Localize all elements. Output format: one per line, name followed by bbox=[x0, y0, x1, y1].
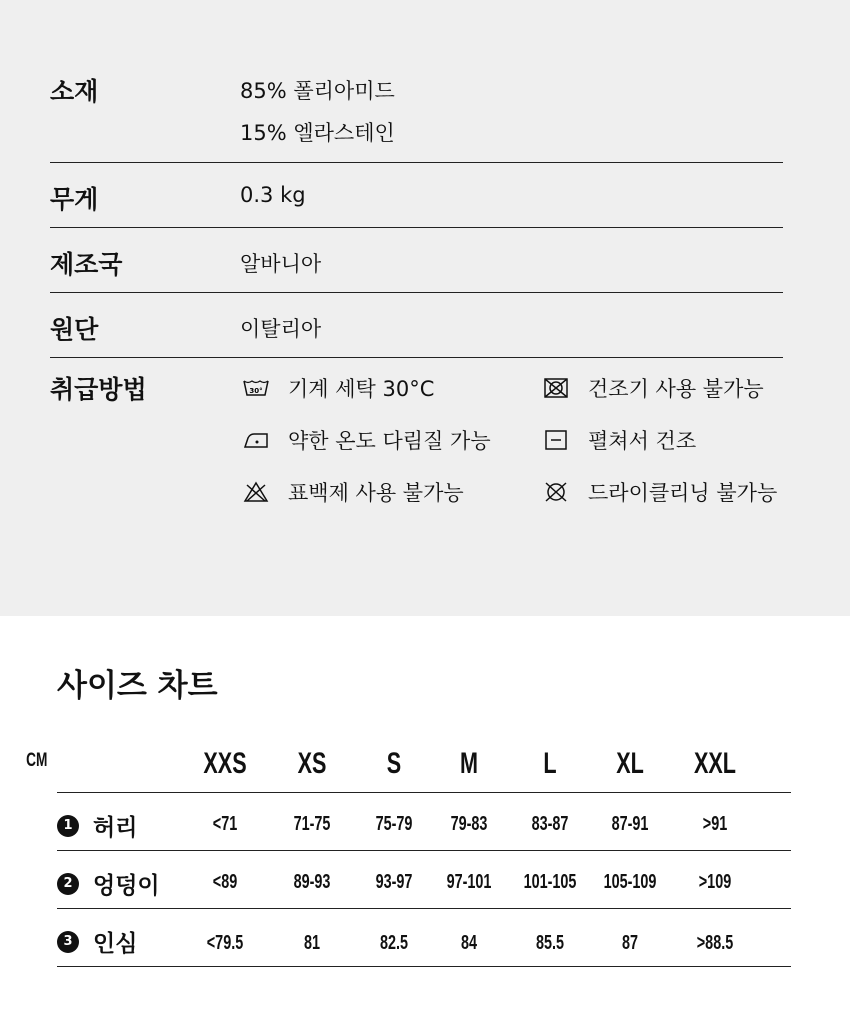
table-row-label bbox=[57, 925, 137, 958]
care-item bbox=[242, 373, 434, 403]
table-cell: 81 bbox=[303, 932, 321, 954]
made-in-value: 알바니아 bbox=[240, 252, 322, 276]
size-header: XXL bbox=[693, 747, 737, 780]
size-header: S bbox=[386, 747, 402, 780]
care-label: 취급방법 bbox=[50, 375, 147, 404]
no-tumble-dry-icon bbox=[542, 377, 570, 399]
divider bbox=[50, 162, 783, 163]
dry-flat-icon bbox=[542, 429, 570, 451]
table-divider bbox=[57, 966, 791, 967]
care-item bbox=[542, 425, 696, 455]
table-cell: 93-97 bbox=[375, 871, 413, 893]
divider bbox=[50, 227, 783, 228]
row-label: 인심 bbox=[93, 931, 138, 957]
weight-value: 0.3 kg bbox=[240, 183, 306, 207]
table-cell: 87-91 bbox=[611, 813, 649, 835]
table-cell: 97-101 bbox=[446, 871, 492, 893]
care-item bbox=[542, 373, 764, 403]
table-divider bbox=[57, 908, 791, 909]
table-divider bbox=[57, 850, 791, 851]
table-cell: 83-87 bbox=[531, 813, 569, 835]
table-cell: 89-93 bbox=[293, 871, 331, 893]
weight-label: 무게 bbox=[50, 185, 99, 214]
material-line-1: 85% 폴리아미드 bbox=[240, 79, 395, 103]
table-cell: <89 bbox=[212, 871, 238, 893]
size-header: XXS bbox=[203, 747, 247, 780]
table-cell: <79.5 bbox=[206, 932, 244, 954]
row-label: 허리 bbox=[93, 815, 138, 841]
table-cell: 79-83 bbox=[450, 813, 488, 835]
table-cell: 71-75 bbox=[293, 813, 331, 835]
table-cell: 101-105 bbox=[523, 871, 577, 893]
table-cell: >88.5 bbox=[696, 932, 734, 954]
table-cell: 85.5 bbox=[535, 932, 565, 954]
care-text: 펼쳐서 건조 bbox=[588, 429, 697, 453]
iron-low-icon bbox=[242, 429, 270, 451]
care-text: 표백제 사용 불가능 bbox=[288, 481, 464, 505]
table-cell: >91 bbox=[702, 813, 728, 835]
fabric-label: 원단 bbox=[50, 315, 99, 344]
material-line-2: 15% 엘라스테인 bbox=[240, 121, 395, 145]
care-item bbox=[242, 425, 491, 455]
wash-30-icon bbox=[242, 377, 270, 399]
divider bbox=[50, 292, 783, 293]
svg-text:30°: 30° bbox=[249, 387, 263, 395]
divider bbox=[50, 357, 783, 358]
care-text: 기계 세탁 30°C bbox=[288, 377, 435, 401]
unit-label: CM bbox=[26, 750, 48, 771]
table-cell: 82.5 bbox=[379, 932, 409, 954]
care-text: 약한 온도 다림질 가능 bbox=[288, 429, 491, 453]
made-in-label: 제조국 bbox=[50, 250, 123, 279]
table-cell: 87 bbox=[621, 932, 639, 954]
size-chart-title: 사이즈 차트 bbox=[57, 668, 218, 704]
row-number-badge: 1 bbox=[57, 815, 79, 837]
care-item bbox=[242, 477, 464, 507]
care-item bbox=[542, 477, 777, 507]
table-cell: 84 bbox=[460, 932, 478, 954]
row-number-badge: 3 bbox=[57, 931, 79, 953]
care-text: 드라이클리닝 불가능 bbox=[588, 481, 778, 505]
size-header: XL bbox=[616, 747, 644, 780]
table-divider bbox=[57, 792, 791, 793]
no-bleach-icon bbox=[242, 481, 270, 503]
fabric-value: 이탈리아 bbox=[240, 317, 322, 341]
row-number-badge: 2 bbox=[57, 873, 79, 895]
table-row-label bbox=[57, 809, 137, 842]
size-header: L bbox=[543, 747, 557, 780]
table-cell: <71 bbox=[212, 813, 238, 835]
care-text: 건조기 사용 불가능 bbox=[588, 377, 764, 401]
table-cell: >109 bbox=[698, 871, 732, 893]
table-cell: 105-109 bbox=[603, 871, 657, 893]
size-header: M bbox=[460, 747, 478, 780]
no-dry-clean-icon bbox=[542, 481, 570, 503]
table-cell: 75-79 bbox=[375, 813, 413, 835]
material-label: 소재 bbox=[50, 77, 99, 106]
row-label: 엉덩이 bbox=[93, 873, 160, 899]
table-row-label bbox=[57, 867, 160, 900]
size-header: XS bbox=[297, 747, 327, 780]
